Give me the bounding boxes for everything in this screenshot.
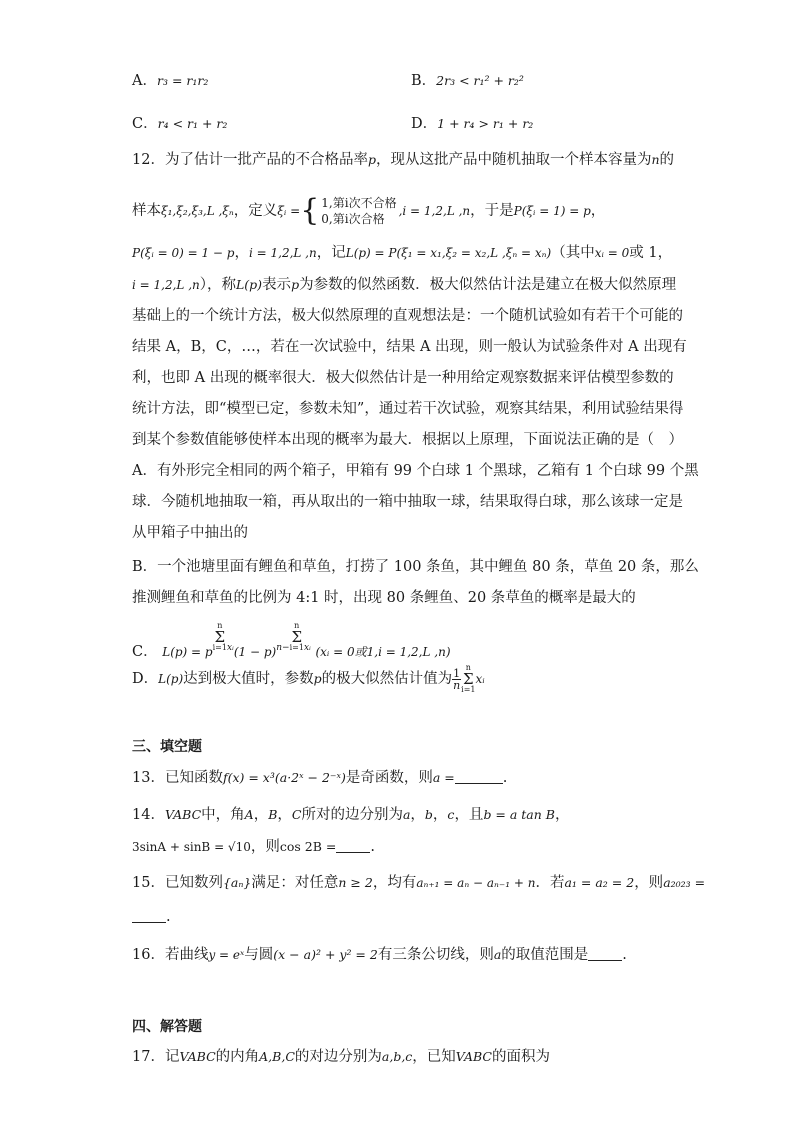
piecewise-cases xyxy=(321,195,396,227)
condition-expr: 3sinA + sinB = √10 xyxy=(132,840,251,854)
denominator: n xyxy=(453,678,461,692)
option-label: C． xyxy=(132,116,158,132)
text: . xyxy=(370,839,375,855)
var-p: p xyxy=(313,671,322,686)
option-expr: 2r₃ < r₁² + r₂² xyxy=(436,73,524,88)
text: 为参数的似然函数．极大似然估计法是建立在极大似然原理 xyxy=(299,277,677,293)
ask-expr: cos 2B = xyxy=(279,839,337,854)
ask-expr: a = xyxy=(432,770,455,785)
answer-blank[interactable] xyxy=(336,838,370,853)
sum-var: xᵢ xyxy=(475,672,485,686)
sum-upper: n xyxy=(217,621,223,630)
sum-var: xᵢ xyxy=(303,643,311,653)
var-a: a xyxy=(493,947,502,962)
sum-exponent xyxy=(290,622,304,652)
text: 有三条公切线，则 xyxy=(377,947,494,963)
q12-line-4 xyxy=(132,274,676,296)
sum-var: xᵢ xyxy=(226,643,234,653)
text: 14． xyxy=(132,807,165,823)
q17 xyxy=(132,1046,550,1068)
q12-option-a-line-2: 球．今随机地抽取一箱，再从取出的一箱中抽取一球，结果取得白球，那么该球一定是 xyxy=(132,494,683,510)
text: 与圆 xyxy=(244,947,274,963)
text: 12．为了估计一批产品的不合格品率 xyxy=(132,152,368,168)
text: 的内角 xyxy=(215,1049,260,1065)
text: . xyxy=(502,770,508,786)
sum-icon: Σ xyxy=(214,628,226,646)
q12-line-7: 利，也即 A 出现的概率很大．极大似然估计是一种用给定观察数据来评估模型参数的 xyxy=(132,370,674,386)
function-expr: f(x) = x³(a·2ˣ − 2⁻ˣ) xyxy=(222,770,346,785)
sample-expr: ξ₁,ξ₂,ξ₃,L ,ξₙ xyxy=(161,204,234,218)
side-b: b xyxy=(424,807,433,822)
sides-expr: a,b,c xyxy=(381,1049,413,1064)
text: 是奇函数，则 xyxy=(345,770,433,786)
answer-blank[interactable] xyxy=(455,769,503,784)
side-c: c xyxy=(447,807,455,822)
q13 xyxy=(132,767,507,789)
q12-option-b-line-1: B．一个池塘里面有鲤鱼和草鱼，打捞了 100 条鱼，其中鲤鱼 80 条，草鱼 20 条，那么 xyxy=(132,559,699,575)
text: 所对的边分别为 xyxy=(301,807,403,823)
index-range: i = 1,2,L ,n xyxy=(248,246,317,260)
angle-c: C xyxy=(291,807,302,822)
text: 的取值范围是 xyxy=(501,947,589,963)
text: ， xyxy=(554,807,570,823)
answer-blank[interactable] xyxy=(132,908,166,923)
q12-line-5: 基础上的一个统计方法，极大似然原理的直观想法是：一个随机试验如有若干个可能的 xyxy=(132,308,683,324)
option-expr: r₄ < r₁ + r₂ xyxy=(157,116,228,131)
triangle-expr: VABC xyxy=(455,1049,492,1064)
text: 的 xyxy=(659,152,675,168)
option-11-d xyxy=(411,113,533,135)
sum-exponent xyxy=(213,622,227,652)
likelihood-expr: L(p) = P(ξ₁ = x₁,ξ₂ = x₂,L ,ξₙ = xₙ) xyxy=(345,246,552,260)
option-expr: 1 + r₄ > r₁ + r₂ xyxy=(437,116,534,131)
text: 16．若曲线 xyxy=(132,947,209,963)
q14-line-1 xyxy=(132,804,569,826)
text: ，于是 xyxy=(470,203,514,219)
option-label: B． xyxy=(411,73,437,89)
angles-expr: A,B,C xyxy=(259,1049,295,1064)
triangle-expr: VABC xyxy=(179,1049,216,1064)
sum-op xyxy=(461,664,475,694)
exponent-n: n− xyxy=(276,643,290,653)
q12-line-2 xyxy=(132,195,605,227)
constraint-expr: (xᵢ = 0或1,i = 1,2,L ,n) xyxy=(315,645,451,659)
text: ，则 xyxy=(250,839,280,855)
text: ，现从这批产品中随机抽取一个样本容量为 xyxy=(375,152,652,168)
q12-line-8: 统计方法，即“模型已定，参数未知”，通过若干次试验，观察其结果，利用试验结果得 xyxy=(132,401,684,417)
section-title-solutions: 四、解答题 xyxy=(132,1019,202,1035)
q12-line-1 xyxy=(132,149,674,171)
q12-option-a-line-1: A．有外形完全相同的两个箱子，甲箱有 99 个白球 1 个黑球，乙箱有 1 个白球 99 个黑 xyxy=(132,463,699,479)
text: ， xyxy=(432,807,448,823)
text: ， xyxy=(234,245,249,261)
case-1: 1,第i次不合格 xyxy=(321,196,397,210)
text: 的极大似然估计值为 xyxy=(321,671,453,687)
q12-line-9: 到某个参数值能够使样本出现的概率为最大．根据以上原理，下面说法正确的是（ ） xyxy=(132,432,683,448)
sum-lower: i=1 xyxy=(461,685,476,694)
likelihood-symbol: L(p) xyxy=(158,672,184,686)
text: 的对边分别为 xyxy=(294,1049,382,1065)
recurrence-expr: aₙ₊₁ = aₙ − aₙ₋₁ + n xyxy=(416,876,536,890)
option-11-b xyxy=(411,70,524,92)
answer-blank[interactable] xyxy=(588,946,622,961)
ask-expr: a₂₀₂₃ = xyxy=(663,875,706,890)
index-range: i = 1,2,L ,n xyxy=(132,278,200,292)
text: 或 1， xyxy=(629,245,673,261)
text: 15．已知数列 xyxy=(132,875,223,891)
condition-expr: b = a tan B xyxy=(483,807,555,822)
left-brace-icon: { xyxy=(300,193,320,228)
text: . xyxy=(622,947,627,963)
fraction xyxy=(452,668,461,691)
definition-lhs: ξᵢ = xyxy=(277,204,301,218)
text: 满足：对任意 xyxy=(251,875,339,891)
text: （其中 xyxy=(551,245,595,261)
likelihood-symbol: L(p) xyxy=(236,277,263,292)
var-n: n xyxy=(651,152,660,167)
xi-expr: xᵢ = 0 xyxy=(594,246,630,260)
q12-option-b-line-2: 推测鲤鱼和草鱼的比例为 4:1 时，出现 80 条鲤鱼、20 条草鱼的概率是最大的 xyxy=(132,590,636,606)
text: . xyxy=(166,909,171,925)
option-label: A． xyxy=(132,73,157,89)
sum-icon: Σ xyxy=(291,628,303,646)
var-p: p xyxy=(367,152,376,167)
index-range: ,i = 1,2,L ,n xyxy=(398,204,471,218)
q12-line-3 xyxy=(132,242,672,264)
sum-lower: i=1 xyxy=(212,643,227,652)
q12-line-6: 结果 A，B，C，…，若在一次试验中，结果 A 出现，则一般认为试验条件对 A 出现有 xyxy=(132,339,687,355)
numerator: 1 xyxy=(453,666,461,680)
var-p: p xyxy=(291,277,300,292)
sum-icon: Σ xyxy=(463,670,474,688)
sum-upper: n xyxy=(294,621,300,630)
angle-b: B xyxy=(268,807,278,822)
text: ），称 xyxy=(199,277,236,293)
option-label: D． xyxy=(132,671,159,687)
text: ， xyxy=(590,203,606,219)
initial-expr: a₁ = a₂ = 2 xyxy=(564,875,635,890)
text: ，且 xyxy=(454,807,484,823)
text: 中，角 xyxy=(201,807,245,823)
text: ，定义 xyxy=(233,203,278,219)
text: 样本 xyxy=(132,203,161,219)
text: ，已知 xyxy=(412,1049,456,1065)
text: 表示 xyxy=(262,277,292,293)
text: ， xyxy=(277,807,292,823)
option-11-c xyxy=(132,113,227,135)
likelihood-expr: (1 − p) xyxy=(233,645,277,659)
section-title-fill-in: 三、填空题 xyxy=(132,739,202,755)
text: ， xyxy=(253,807,269,823)
condition-expr: n ≥ 2 xyxy=(338,875,373,890)
sum-upper: n xyxy=(465,663,471,672)
likelihood-expr: L(p) = p xyxy=(162,645,213,659)
q12-option-d xyxy=(132,664,485,694)
sequence-expr: {aₙ} xyxy=(222,875,252,890)
q12-option-c xyxy=(132,622,451,663)
option-11-a xyxy=(132,70,208,92)
option-label: D． xyxy=(411,116,438,132)
q15-line-2 xyxy=(132,906,171,928)
q16 xyxy=(132,944,627,966)
text: 13．已知函数 xyxy=(132,770,223,786)
side-a: a xyxy=(402,807,411,822)
text: ， xyxy=(410,807,425,823)
sum-lower: i=1 xyxy=(289,643,304,652)
text: ，则 xyxy=(634,875,664,891)
text: ，均有 xyxy=(372,875,417,891)
curve-expr: y = eˣ xyxy=(208,948,245,962)
prob-expr: P(ξᵢ = 0) = 1 − p xyxy=(132,246,235,260)
prob-expr: P(ξᵢ = 1) = p xyxy=(513,204,591,218)
option-expr: r₃ = r₁r₂ xyxy=(156,73,209,88)
q15-line-1 xyxy=(132,872,705,894)
circle-expr: (x − a)² + y² = 2 xyxy=(273,947,378,962)
q12-option-a-line-3: 从甲箱子中抽出的 xyxy=(132,525,248,541)
option-label: C． xyxy=(132,644,158,660)
q14-line-2 xyxy=(132,836,375,858)
text: 达到极大值时，参数 xyxy=(183,671,314,687)
text: ，记 xyxy=(316,245,346,261)
text: ．若 xyxy=(535,875,565,891)
text: 17．记 xyxy=(132,1049,180,1065)
text: 的面积为 xyxy=(492,1049,550,1065)
triangle-expr: VABC xyxy=(164,807,202,822)
case-0: 0,第i次合格 xyxy=(321,212,385,226)
angle-a: A xyxy=(244,807,254,822)
